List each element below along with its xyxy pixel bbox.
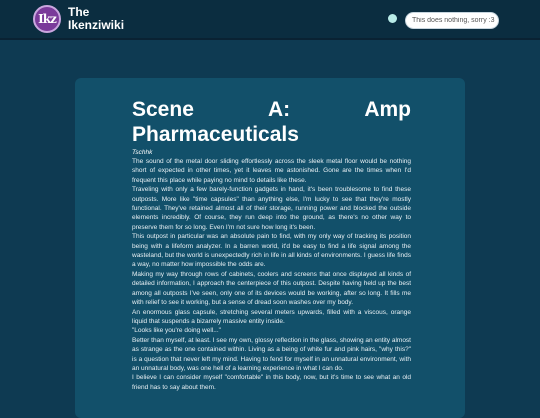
logo-text: Ikz bbox=[38, 12, 56, 26]
site-title-line2: Ikenziwiki bbox=[68, 18, 125, 32]
article-paragraph: Making my way through rows of cabinets, coolers and screens that once displayed all kinds of detailed information, I approach the centerpiece of this outpost. Despite having held up the best among all outposts I've seen, only one of its devices would be working, after so long. It fills me with relief to see it working, but a sense of dread soon washes over my body. bbox=[132, 270, 411, 307]
article-paragraph: "Looks like you're doing well..." bbox=[132, 327, 221, 335]
article-paragraph: This outpost in particular was an absolute pain to find, with my only way of tracking its position being with a lifeform analyzer. In a barren world, it'd be easy to find a life signal among the wasteland, but the world is unexpectedly rich in life in all kinds of environments. I guess life finds a way, no matter how impossible the odds are. bbox=[132, 233, 411, 269]
article-paragraph: I believe I can consider myself "comfortable" in this body, now, but it's time to see what an old friend has to say about them. bbox=[132, 374, 411, 391]
article-author: Tschhk bbox=[132, 149, 153, 156]
site-header bbox=[0, 0, 540, 40]
article-paragraph: The sound of the metal door sliding effortlessly across the sleek metal floor would be nothing short of expected in other times, yet it leaves me astonished. Gone are the times when I'd frequent this place while paying no mind to details like these. bbox=[132, 158, 411, 184]
article-paragraph: Traveling with only a few barely-function gadgets in hand, it's been troublesome to find these outposts. More like "time capsules" than anything else, I'm lucky to see that they're mostly functional. They've retained almost all of their storage, running power and blocked the outside elements incredibly. Of course, they run deep into the ground, as there's no other way to preserve them for so long. Even I'm not sure how long it's been. bbox=[132, 186, 411, 231]
article-paragraph: Better than myself, at least. I see my own, glossy reflection in the glass, showing an entity almost as strange as the one contained within. Living as a being of white fur and pink hairs, "why this?" is a question that never left my mind. Having to fend for myself in an unnatural environment, with an unnatural body, was one hell of a learning experience in what I can do. bbox=[132, 336, 411, 372]
site-title[interactable] bbox=[68, 6, 124, 32]
article bbox=[132, 97, 411, 392]
search-input[interactable] bbox=[405, 12, 499, 29]
site-logo[interactable] bbox=[33, 5, 61, 33]
article-title: Scene A: Amp Pharmaceuticals bbox=[132, 98, 411, 146]
status-dot-icon bbox=[388, 14, 397, 23]
site-title-line1: The bbox=[68, 5, 90, 19]
article-paragraph: An enormous glass capsule, stretching several meters upwards, filled with a viscous, orange liquid that suspends a bizarrely massive entity inside. bbox=[132, 308, 411, 325]
